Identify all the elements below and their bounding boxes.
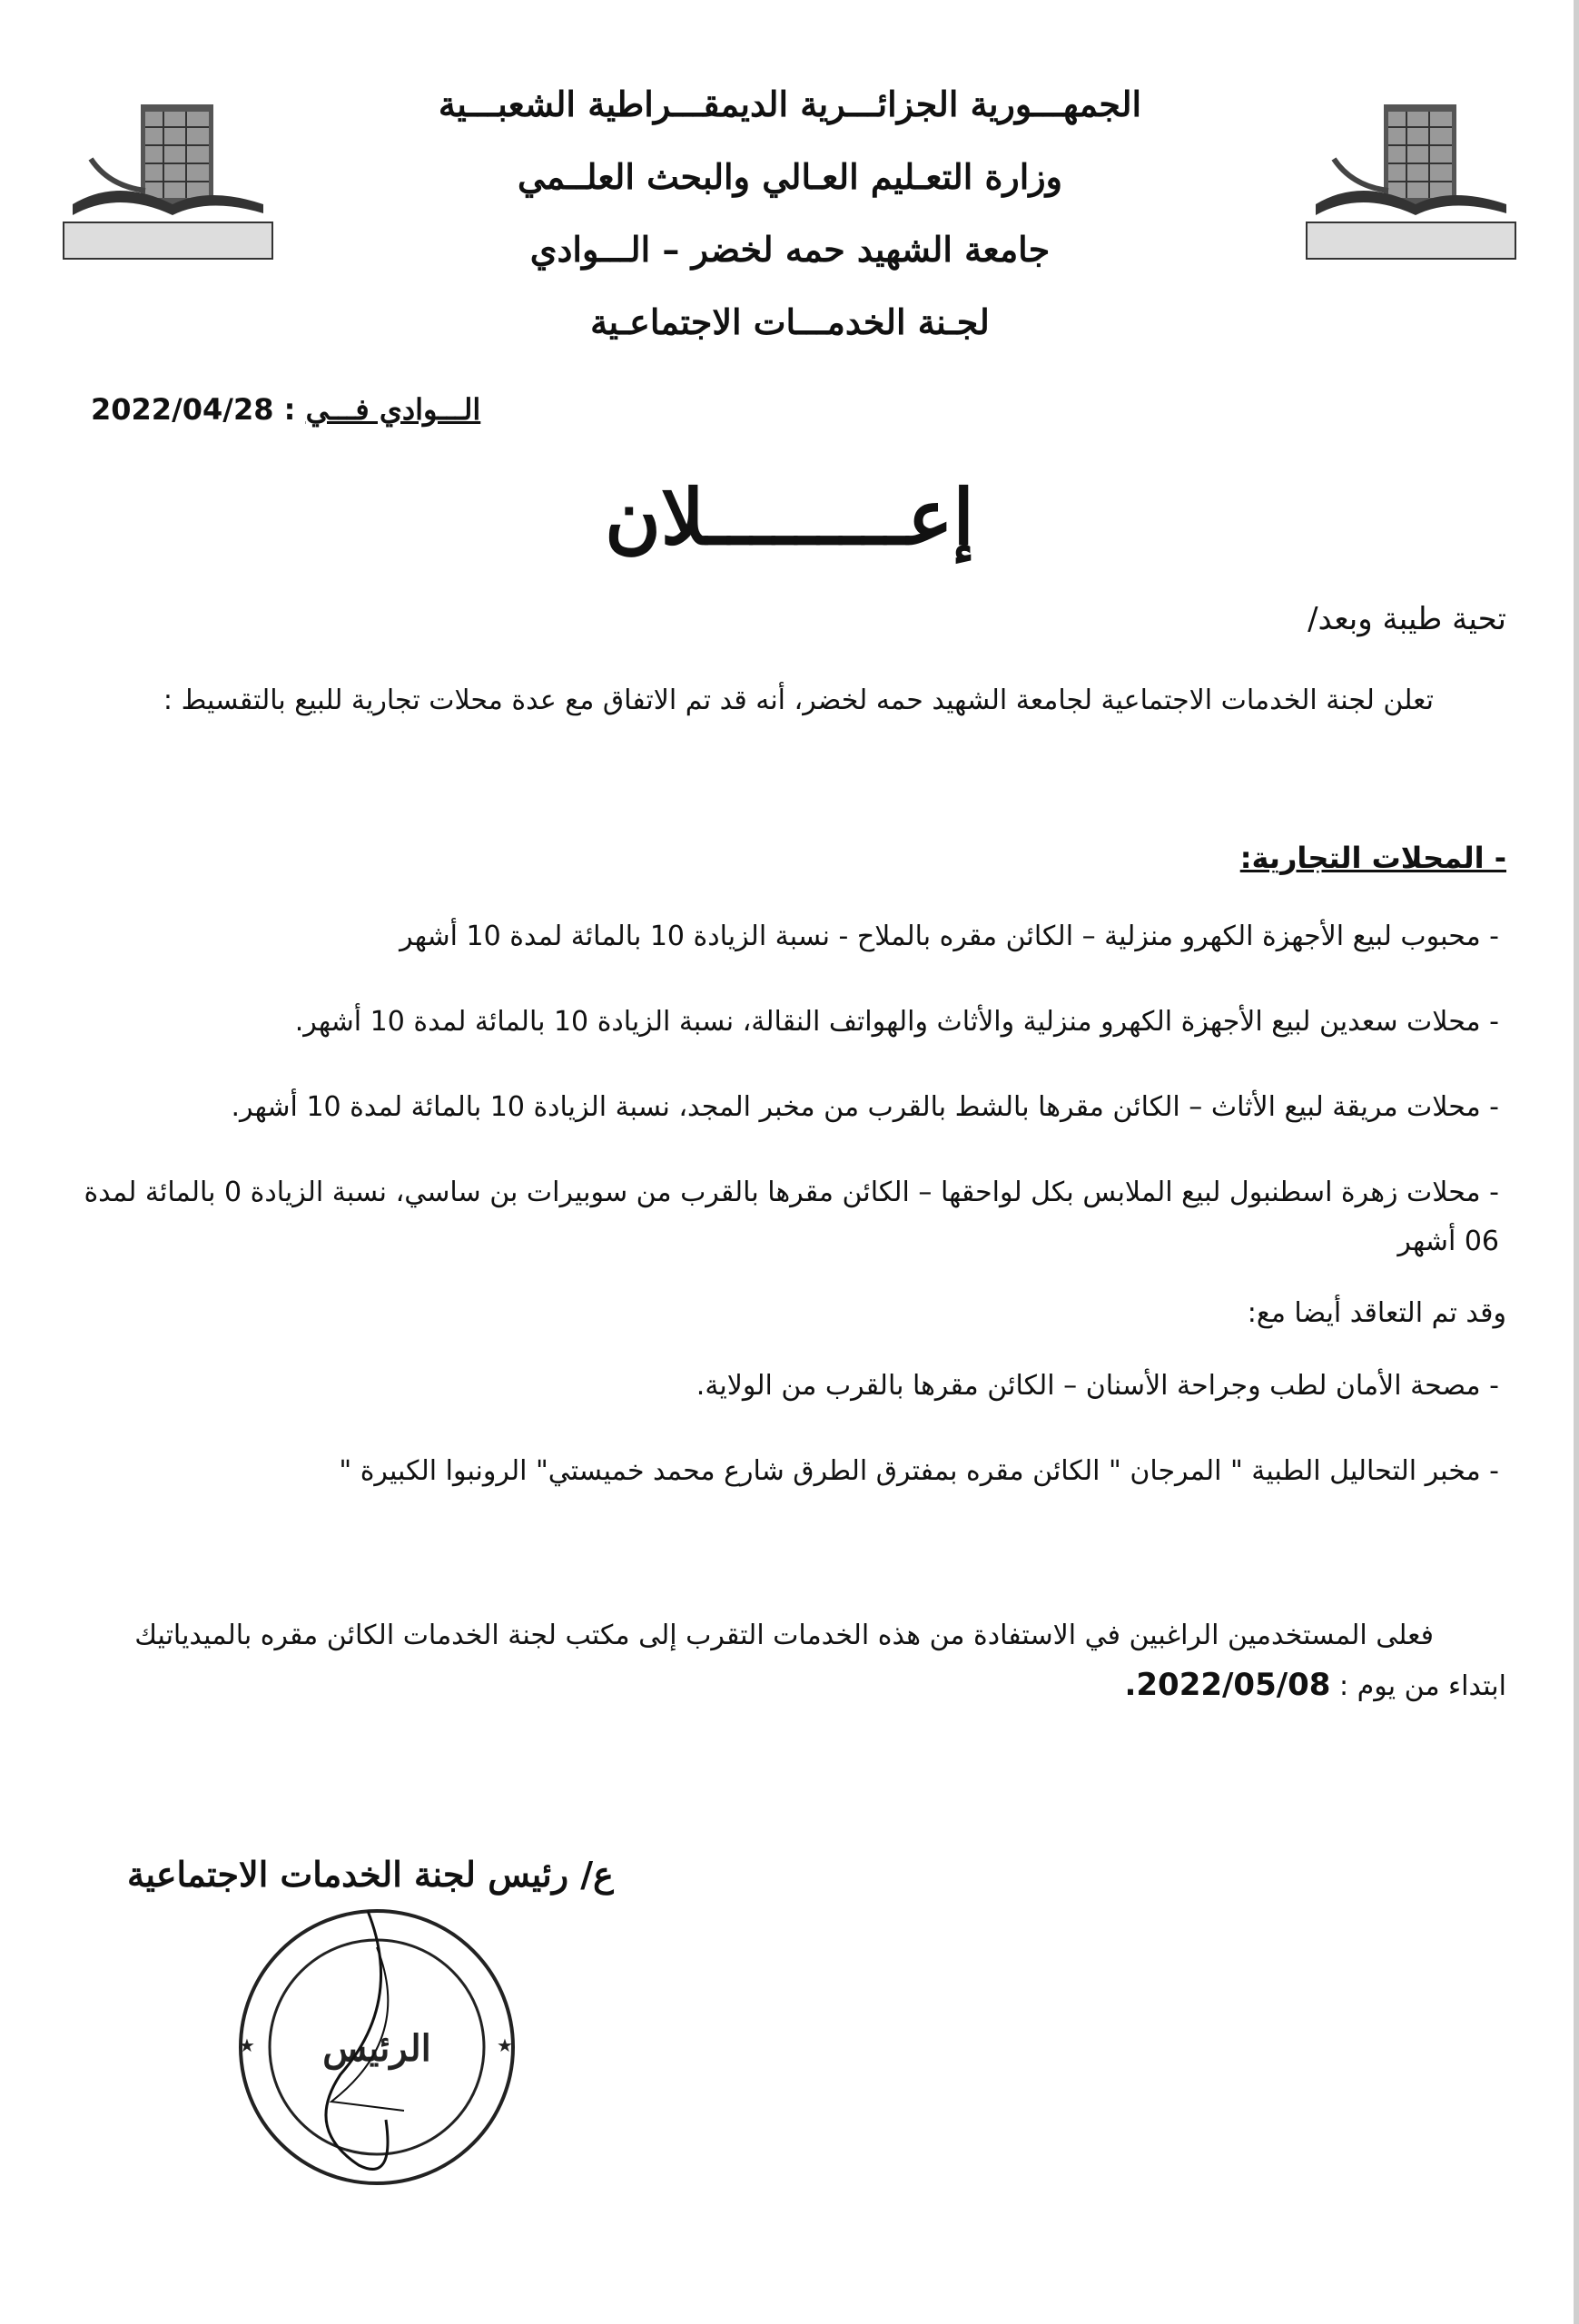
date-label: الـــوادي فـــي — [305, 392, 481, 427]
university-logo-left-graphic — [54, 77, 281, 277]
header-ministry: وزارة التعـليم العـالي والبحث العلــمي — [517, 156, 1063, 197]
shops-list — [72, 912, 1506, 1303]
greeting: تحية طيبة وبعد/ — [1308, 601, 1506, 637]
university-logo-left — [54, 77, 281, 277]
services-list — [72, 1362, 1506, 1532]
date-value: : 2022/04/28 — [91, 392, 296, 427]
svg-text:الرئيس: الرئيس — [322, 2027, 431, 2070]
scan-edge-divider — [1574, 0, 1579, 2324]
university-logo-right — [1298, 77, 1525, 277]
list-item: - محلات مريقة لبيع الأثاث – الكائن مقرها بالشط بالقرب من مخبر المجد، نسبة الزيادة 10 بالمائة لمدة 10 أشهر. — [231, 1091, 1499, 1123]
letterhead — [381, 86, 1199, 377]
list-item: - مصحة الأمان لطب وجراحة الأسنان – الكائن مقرها بالقرب من الولاية. — [696, 1370, 1499, 1402]
signature-title: ع/ رئيس لجنة الخدمات الاجتماعية — [127, 1854, 614, 1895]
list-item: - مخبر التحاليل الطبية " المرجان " الكائن مقره بمفترق الطرق شارع محمد خميستي" الرونبوا الكبيرة " — [339, 1455, 1499, 1487]
university-logo-right-graphic — [1298, 77, 1525, 277]
header-committee: لجـنة الخدمـــات الاجتماعـية — [590, 301, 990, 342]
intro-paragraph: تعلن لجنة الخدمات الاجتماعية لجامعة الشهيد حمه لخضر، أنه قد تم الاتفاق مع عدة محلات تجارية للبيع بالتقسيط : — [163, 684, 1434, 716]
section-title-shops: - المحلات التجارية: — [1239, 841, 1506, 875]
svg-text:★: ★ — [497, 2034, 513, 2056]
svg-text:★: ★ — [239, 2034, 255, 2056]
header-republic: الجمهـــورية الجزائـــرية الديمقـــراطية الشعبـــية — [438, 84, 1142, 124]
list-item: - محلات سعدين لبيع الأجهزة الكهرو منزلية والأثاث والهواتف النقالة، نسبة الزيادة 10 بالمائة لمدة 10 أشهر. — [294, 1006, 1499, 1038]
official-stamp — [222, 1893, 531, 2192]
official-stamp-graphic — [222, 1893, 531, 2192]
list-item: - محبوب لبيع الأجهزة الكهرو منزلية – الكائن مقره بالملاح - نسبة الزيادة 10 بالمائة لمدة 10 أشهر — [400, 921, 1499, 952]
final-paragraph — [72, 1611, 1506, 1711]
announcement-title: إعـــــــــلان — [605, 472, 974, 562]
header-university: جامعة الشهيد حمه لخضر – الـــوادي — [529, 229, 1051, 270]
start-date: 2022/05/08. — [1124, 1667, 1331, 1703]
list-item: - محلات زهرة اسطنبول لبيع الملابس بكل لواحقها – الكائن مقرها بالقرب من سوبيرات بن ساسي، نسبة الزيادة 0 بالمائة لمدة 06 أشهر — [84, 1177, 1499, 1257]
document-date — [91, 392, 480, 427]
contracted-label: وقد تم التعاقد أيضا مع: — [1247, 1297, 1506, 1329]
final-text: فعلى المستخدمين الراغبين في الاستفادة من هذه الخدمات التقرب إلى مكتب لجنة الخدمات الكائن مقره بالميدياتيك ابتداء من يوم : — [134, 1620, 1506, 1702]
